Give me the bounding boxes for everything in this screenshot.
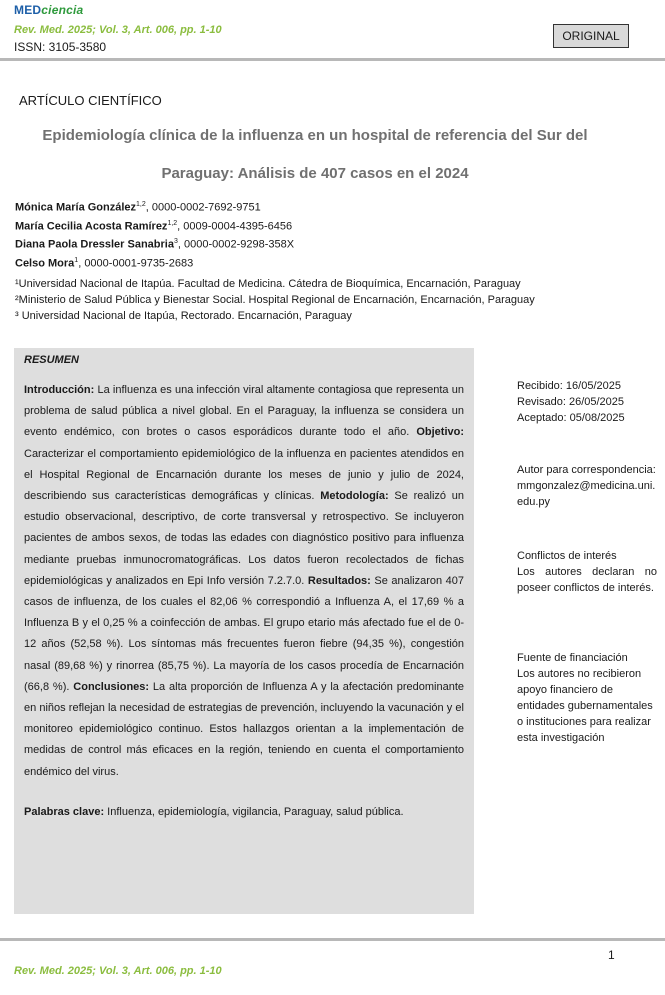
header-divider [0,58,665,61]
logo-ciencia: ciencia [41,3,84,17]
author-orcid[interactable]: , 0000-0002-7692-9751 [145,201,261,214]
funding-label: Fuente de financiación [517,652,628,664]
keywords-label: Palabras clave: [24,805,105,818]
keywords [24,804,464,820]
funding-block [517,650,657,746]
keywords-text: Influenza, epidemiología, vigilancia, Paraguay, salud pública. [104,805,404,818]
conclusions-label: Conclusiones: [73,680,150,693]
article-title: Epidemiología clínica de la influenza en un hospital de referencia del Sur del Paraguay: Análisis de 407 casos en el 2024 [42,127,588,182]
correspondence-label: Autor para correspondencia: [517,464,656,476]
correspondence-email[interactable]: mmgonzalez@medicina.uni.edu.py [517,480,656,508]
accepted-date: Aceptado: 05/08/2025 [517,412,625,424]
conclusions-text: La alta proporción de Influenza A y la afectación predominante en niños reflejan la necesidad de estrategias de prevención, incluyendo la vacunación y el monitoreo epidemiológico continuo. Estos hallazgos orientan a la implementación de medidas de control más eficaces en la región, teniendo en cuenta el comportamiento endémico del virus. [24,680,464,778]
author-orcid[interactable]: , 0009-0004-4395-6456 [177,220,293,233]
author-name: Celso Mora [15,257,75,270]
author-name: María Cecilia Acosta Ramírez [15,220,168,233]
received-date: Recibido: 16/05/2025 [517,380,621,392]
author-affil-sup: 1,2 [136,201,146,208]
abstract-heading: RESUMEN [24,354,80,366]
objective-label: Objetivo: [416,426,464,439]
author-name: Mónica María González [15,201,137,214]
author-orcid[interactable]: , 0000-0002-9298-358X [177,238,295,251]
author-line [15,216,294,235]
affiliation: ¹Universidad Nacional de Itapúa. Facultad de Medicina. Cátedra de Bioquímica, Encarnación, Paraguay [15,278,521,290]
affiliation: ²Ministerio de Salud Pública y Bienestar Social. Hospital Regional de Encarnación, Encarnación, Paraguay [15,294,535,306]
method-label: Metodología: [320,490,389,503]
author-line [15,234,294,253]
issn: ISSN: 3105-3580 [14,40,107,54]
article-type: ARTÍCULO CIENTÍFICO [19,93,162,108]
footer-divider [0,938,665,941]
author-affil-sup: 1 [74,256,79,264]
header-citation: Rev. Med. 2025; Vol. 3, Art. 006, pp. 1-10 [14,24,222,36]
results-text: Se analizaron 407 casos de influenza, de los cuales el 82,06 % correspondió a Influenza A, el 17,69 % a Influenza B y el 0,25 % a coinfección de ambas. El grupo etario más afectado fue el de 0-12 años (52,58 %). Los síntomas más frecuentes fueron fiebre (94,35 %), congestión nasal (89,68 %) y rinorrea (85,75 %). La mayoría de los casos procedía de Encarnación (66,8 %). [24,574,465,693]
abstract-box [14,348,474,914]
author-affil-sup: 1,2 [167,219,178,227]
author-line [15,197,294,216]
conflicts-block [517,548,657,596]
logo-med: MED [14,3,42,17]
author-line [15,253,294,272]
conflicts-text: Los autores declaran no poseer conflictos de interés. [517,566,657,594]
intro-text: La influenza es una infección viral altamente contagiosa que representa un problema de salud pública a nivel global. En el Paraguay, la influenza se considera un evento endémico, con brotes o casos esporádicos durante todo el año. [24,384,464,439]
author-name: Diana Paola Dressler Sanabria [15,238,174,251]
results-label: Resultados: [307,574,371,587]
original-badge: ORIGINAL [553,24,629,48]
author-list [15,197,294,272]
author-orcid[interactable]: , 0000-0001-9735-2683 [78,257,194,270]
footer-citation: Rev. Med. 2025; Vol. 3, Art. 006, pp. 1-10 [14,965,222,977]
conflicts-label: Conflictos de interés [517,550,617,562]
method-text: Se realizó un estudio observacional, descriptivo, de corte transversal y retrospectivo. Se incluyeron pacientes de ambos sexos, de todas las edades con diagnóstico positivo para influenza mediante pruebas inmunocromatográficas. Los datos fueron recolectados de fichas epidemiológicas y analizados en Epi Info versión 7.2.7.0. [24,490,464,587]
objective-text: Caracterizar el comportamiento epidemiológico de la influenza en pacientes atendidos en el Hospital Regional de Encarnación durante los meses de junio y julio de 2024, describiendo sus características demográficas y clínicas. [24,447,464,503]
page-number: 1 [608,948,615,962]
affiliation-list [15,276,535,324]
correspondence-block [517,462,657,510]
funding-text: Los autores no recibieron apoyo financiero de entidades gubernamentales o instituciones para realizar esta investigación [517,668,653,744]
abstract-body [24,380,464,783]
affiliation: ³ Universidad Nacional de Itapúa, Rectorado. Encarnación, Paraguay [15,310,352,322]
author-affil-sup: 3 [173,238,178,246]
intro-label: Introducción: [24,384,95,396]
revised-date: Revisado: 26/05/2025 [517,396,625,408]
journal-logo [14,3,83,17]
dates-block [517,378,657,426]
